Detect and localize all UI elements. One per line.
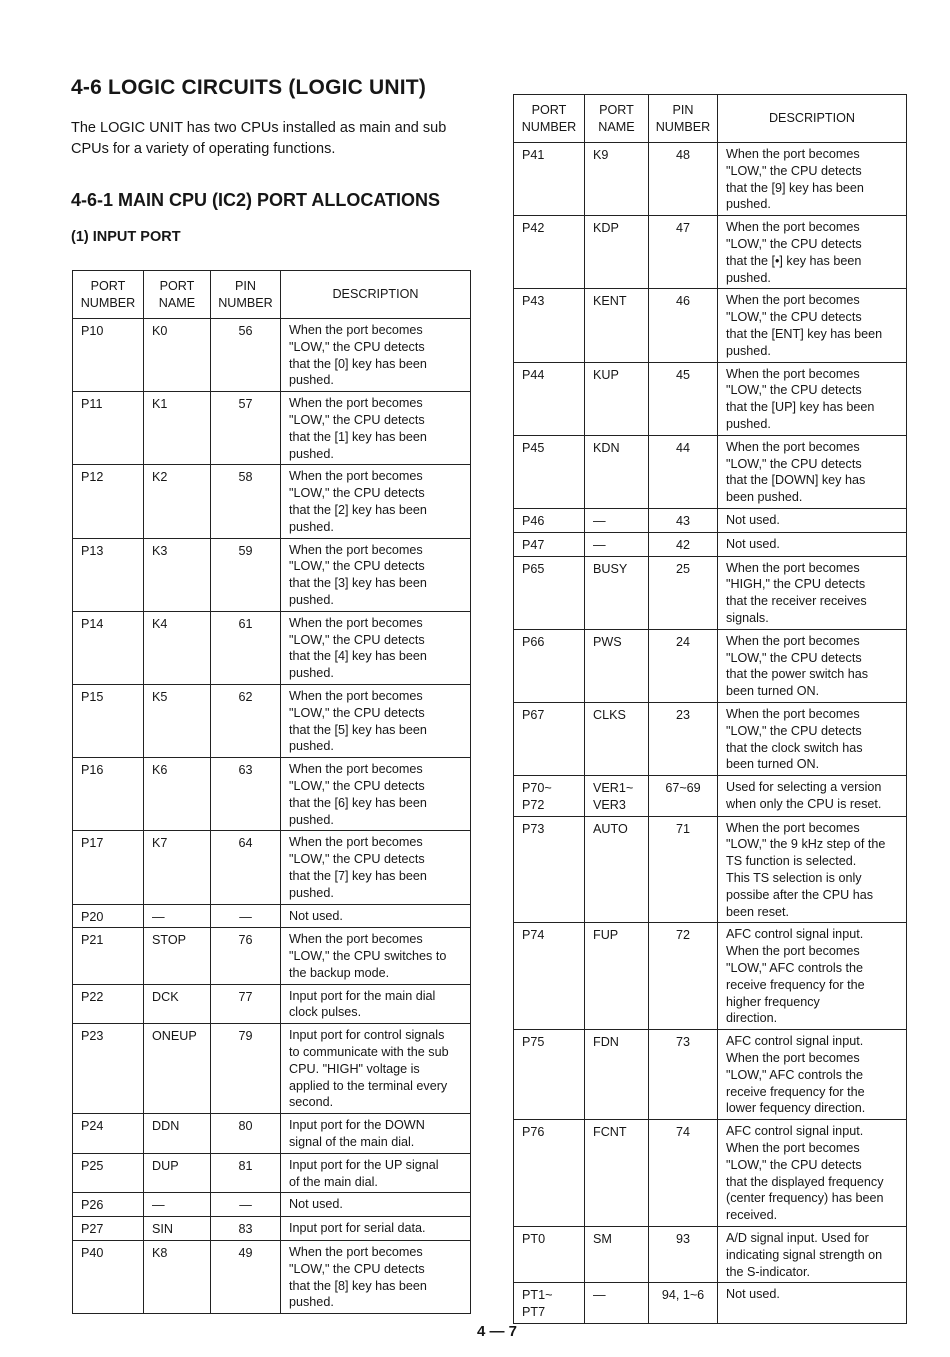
table-row: [73, 538, 471, 611]
table-row: [73, 684, 471, 757]
pin-number-cell: 56: [211, 319, 281, 392]
port-name-cell: KUP: [585, 362, 649, 435]
port-number-cell: P23: [73, 1024, 144, 1114]
pin-number-cell: —: [211, 1193, 281, 1217]
table-header-row: [73, 271, 471, 319]
description-cell: Not used.: [718, 1283, 907, 1324]
description-cell: When the port becomes "LOW," the CPU detects that the [1] key has been pushed.: [281, 392, 471, 465]
port-number-cell: P40: [73, 1241, 144, 1314]
pin-number-cell: 46: [649, 289, 718, 362]
port-name-cell: KDP: [585, 216, 649, 289]
port-name-cell: DDN: [144, 1114, 211, 1154]
port-name-cell: —: [144, 1193, 211, 1217]
port-number-cell: P46: [514, 508, 585, 532]
header-description: DESCRIPTION: [718, 95, 907, 143]
table-row: [514, 1283, 907, 1324]
port-number-cell: P74: [514, 923, 585, 1030]
description-cell: Input port for the DOWN signal of the main dial.: [281, 1114, 471, 1154]
description-cell: When the port becomes "LOW," the CPU detects that the [UP] key has been pushed.: [718, 362, 907, 435]
pin-number-cell: 23: [649, 702, 718, 775]
pin-number-cell: 67~69: [649, 776, 718, 817]
description-cell: Not used.: [281, 1193, 471, 1217]
pin-number-cell: 79: [211, 1024, 281, 1114]
description-cell: When the port becomes "LOW," the CPU switches to the backup mode.: [281, 928, 471, 984]
port-number-cell: P24: [73, 1114, 144, 1154]
description-cell: AFC control signal input. When the port becomes "LOW," AFC controls the receive frequency for the lower fequency direction.: [718, 1030, 907, 1120]
header-port-number: PORT NUMBER: [73, 271, 144, 319]
description-cell: Input port for serial data.: [281, 1217, 471, 1241]
port-name-cell: VER1~ VER3: [585, 776, 649, 817]
port-number-cell: P14: [73, 611, 144, 684]
table-row: [73, 928, 471, 984]
port-name-cell: KENT: [585, 289, 649, 362]
description-cell: When the port becomes "LOW," the CPU detects that the [5] key has been pushed.: [281, 684, 471, 757]
port-name-cell: —: [144, 904, 211, 928]
port-name-cell: SM: [585, 1227, 649, 1283]
port-number-cell: P44: [514, 362, 585, 435]
description-cell: When the port becomes "LOW," the 9 kHz step of the TS function is selected. This TS selection is only possibe after the CPU has been reset.: [718, 816, 907, 923]
pin-number-cell: 42: [649, 532, 718, 556]
port-number-cell: P11: [73, 392, 144, 465]
port-number-cell: P41: [514, 143, 585, 216]
pin-number-cell: 58: [211, 465, 281, 538]
table-row: [514, 435, 907, 508]
table-row: [514, 216, 907, 289]
page-number: 4 — 7: [477, 1323, 518, 1340]
pin-number-cell: 63: [211, 758, 281, 831]
port-name-cell: K1: [144, 392, 211, 465]
table-row: [73, 465, 471, 538]
description-cell: When the port becomes "LOW," the CPU detects that the [2] key has been pushed.: [281, 465, 471, 538]
description-cell: When the port becomes "LOW," the CPU detects that the [7] key has been pushed.: [281, 831, 471, 904]
port-name-cell: ONEUP: [144, 1024, 211, 1114]
pin-number-cell: 83: [211, 1217, 281, 1241]
pin-number-cell: 62: [211, 684, 281, 757]
port-number-cell: P42: [514, 216, 585, 289]
table-row: [73, 611, 471, 684]
port-name-cell: K3: [144, 538, 211, 611]
header-port-name: PORT NAME: [144, 271, 211, 319]
section-title: 4-6 LOGIC CIRCUITS (LOGIC UNIT): [71, 76, 427, 99]
description-cell: When the port becomes "LOW," the CPU detects that the [ENT] key has been pushed.: [718, 289, 907, 362]
port-name-cell: K9: [585, 143, 649, 216]
table-row: [514, 629, 907, 702]
port-name-cell: FUP: [585, 923, 649, 1030]
table-row: [514, 143, 907, 216]
port-name-cell: SIN: [144, 1217, 211, 1241]
description-cell: When the port becomes "LOW," the CPU detects that the [8] key has been pushed.: [281, 1241, 471, 1314]
description-cell: When the port becomes "LOW," the CPU detects that the [9] key has been pushed.: [718, 143, 907, 216]
pin-number-cell: 24: [649, 629, 718, 702]
description-cell: Not used.: [718, 508, 907, 532]
intro-paragraph: The LOGIC UNIT has two CPUs installed as main and sub CPUs for a variety of operating functions.: [71, 120, 447, 157]
header-description: DESCRIPTION: [281, 271, 471, 319]
table-row: [514, 923, 907, 1030]
description-cell: Input port for the main dial clock pulses.: [281, 984, 471, 1024]
table-row: [73, 1193, 471, 1217]
port-name-cell: DCK: [144, 984, 211, 1024]
header-pin-number: PIN NUMBER: [649, 95, 718, 143]
table-header-row: [514, 95, 907, 143]
pin-number-cell: 61: [211, 611, 281, 684]
description-cell: When the port becomes "LOW," the CPU detects that the power switch has been turned ON.: [718, 629, 907, 702]
header-port-name: PORT NAME: [585, 95, 649, 143]
port-number-cell: PT1~ PT7: [514, 1283, 585, 1324]
table-row: [73, 392, 471, 465]
pin-number-cell: 59: [211, 538, 281, 611]
description-cell: AFC control signal input. When the port becomes "LOW," AFC controls the receive frequency for the higher frequency direction.: [718, 923, 907, 1030]
pin-number-cell: 76: [211, 928, 281, 984]
port-number-cell: PT0: [514, 1227, 585, 1283]
table-row: [73, 1153, 471, 1193]
port-name-cell: —: [585, 532, 649, 556]
port-number-cell: P45: [514, 435, 585, 508]
port-number-cell: P16: [73, 758, 144, 831]
description-cell: Not used.: [281, 904, 471, 928]
pin-number-cell: 48: [649, 143, 718, 216]
table-row: [73, 904, 471, 928]
table-row: [73, 319, 471, 392]
port-name-cell: K8: [144, 1241, 211, 1314]
table-row: [73, 1241, 471, 1314]
description-cell: When the port becomes "LOW," the CPU detects that the [6] key has been pushed.: [281, 758, 471, 831]
table-row: [514, 556, 907, 629]
table-row: [514, 508, 907, 532]
pin-number-cell: 44: [649, 435, 718, 508]
table-row: [73, 831, 471, 904]
input-port-heading: (1) INPUT PORT: [71, 229, 181, 245]
description-cell: When the port becomes "LOW," the CPU detects that the clock switch has been turned ON.: [718, 702, 907, 775]
description-cell: When the port becomes "LOW," the CPU detects that the [0] key has been pushed.: [281, 319, 471, 392]
description-cell: When the port becomes "LOW," the CPU detects that the [4] key has been pushed.: [281, 611, 471, 684]
table-row: [514, 702, 907, 775]
port-name-cell: FDN: [585, 1030, 649, 1120]
port-name-cell: DUP: [144, 1153, 211, 1193]
port-number-cell: P12: [73, 465, 144, 538]
description-cell: Used for selecting a version when only the CPU is reset.: [718, 776, 907, 817]
subsection-title: 4-6-1 MAIN CPU (IC2) PORT ALLOCATIONS: [71, 190, 441, 210]
port-name-cell: K6: [144, 758, 211, 831]
pin-number-cell: 43: [649, 508, 718, 532]
header-pin-number: PIN NUMBER: [211, 271, 281, 319]
table-row: [514, 1120, 907, 1227]
description-cell: Not used.: [718, 532, 907, 556]
port-number-cell: P13: [73, 538, 144, 611]
description-cell: When the port becomes "LOW," the CPU detects that the [•] key has been pushed.: [718, 216, 907, 289]
table-row: [514, 776, 907, 817]
port-number-cell: P21: [73, 928, 144, 984]
description-cell: Input port for the UP signal of the main dial.: [281, 1153, 471, 1193]
port-number-cell: P65: [514, 556, 585, 629]
port-number-cell: P22: [73, 984, 144, 1024]
description-cell: When the port becomes "LOW," the CPU detects that the [3] key has been pushed.: [281, 538, 471, 611]
input-port-table-left: [72, 270, 471, 1314]
pin-number-cell: 77: [211, 984, 281, 1024]
table-row: [73, 984, 471, 1024]
port-number-cell: P17: [73, 831, 144, 904]
description-cell: Input port for control signals to communicate with the sub CPU. "HIGH" voltage is applied to the terminal every second.: [281, 1024, 471, 1114]
port-name-cell: K2: [144, 465, 211, 538]
port-name-cell: —: [585, 1283, 649, 1324]
table-row: [514, 1227, 907, 1283]
port-number-cell: P47: [514, 532, 585, 556]
port-name-cell: PWS: [585, 629, 649, 702]
input-port-table-right: [513, 94, 907, 1324]
port-number-cell: P70~ P72: [514, 776, 585, 817]
pin-number-cell: 47: [649, 216, 718, 289]
pin-number-cell: 80: [211, 1114, 281, 1154]
table-row: [73, 1114, 471, 1154]
port-number-cell: P76: [514, 1120, 585, 1227]
port-number-cell: P27: [73, 1217, 144, 1241]
port-number-cell: P75: [514, 1030, 585, 1120]
port-name-cell: K7: [144, 831, 211, 904]
pin-number-cell: 71: [649, 816, 718, 923]
pin-number-cell: 94, 1~6: [649, 1283, 718, 1324]
header-port-number: PORT NUMBER: [514, 95, 585, 143]
port-name-cell: AUTO: [585, 816, 649, 923]
pin-number-cell: 74: [649, 1120, 718, 1227]
table-row: [514, 816, 907, 923]
port-name-cell: KDN: [585, 435, 649, 508]
port-name-cell: STOP: [144, 928, 211, 984]
description-cell: A/D signal input. Used for indicating signal strength on the S-indicator.: [718, 1227, 907, 1283]
pin-number-cell: 72: [649, 923, 718, 1030]
port-name-cell: K4: [144, 611, 211, 684]
pin-number-cell: —: [211, 904, 281, 928]
description-cell: When the port becomes "LOW," the CPU detects that the [DOWN] key has been pushed.: [718, 435, 907, 508]
pin-number-cell: 25: [649, 556, 718, 629]
port-number-cell: P20: [73, 904, 144, 928]
port-number-cell: P15: [73, 684, 144, 757]
table-row: [73, 1217, 471, 1241]
description-cell: AFC control signal input. When the port becomes "LOW," the CPU detects that the displayed frequency (center frequency) has been received.: [718, 1120, 907, 1227]
pin-number-cell: 93: [649, 1227, 718, 1283]
pin-number-cell: 81: [211, 1153, 281, 1193]
table-row: [514, 289, 907, 362]
pin-number-cell: 57: [211, 392, 281, 465]
port-number-cell: P73: [514, 816, 585, 923]
table-row: [514, 532, 907, 556]
pin-number-cell: 45: [649, 362, 718, 435]
port-number-cell: P66: [514, 629, 585, 702]
pin-number-cell: 73: [649, 1030, 718, 1120]
table-row: [73, 1024, 471, 1114]
port-number-cell: P25: [73, 1153, 144, 1193]
pin-number-cell: 49: [211, 1241, 281, 1314]
port-number-cell: P67: [514, 702, 585, 775]
pin-number-cell: 64: [211, 831, 281, 904]
table-row: [73, 758, 471, 831]
description-cell: When the port becomes "HIGH," the CPU detects that the receiver receives signals.: [718, 556, 907, 629]
table-row: [514, 1030, 907, 1120]
port-name-cell: K5: [144, 684, 211, 757]
port-name-cell: K0: [144, 319, 211, 392]
port-name-cell: —: [585, 508, 649, 532]
table-row: [514, 362, 907, 435]
port-number-cell: P43: [514, 289, 585, 362]
port-name-cell: BUSY: [585, 556, 649, 629]
port-number-cell: P26: [73, 1193, 144, 1217]
port-name-cell: FCNT: [585, 1120, 649, 1227]
port-number-cell: P10: [73, 319, 144, 392]
port-name-cell: CLKS: [585, 702, 649, 775]
